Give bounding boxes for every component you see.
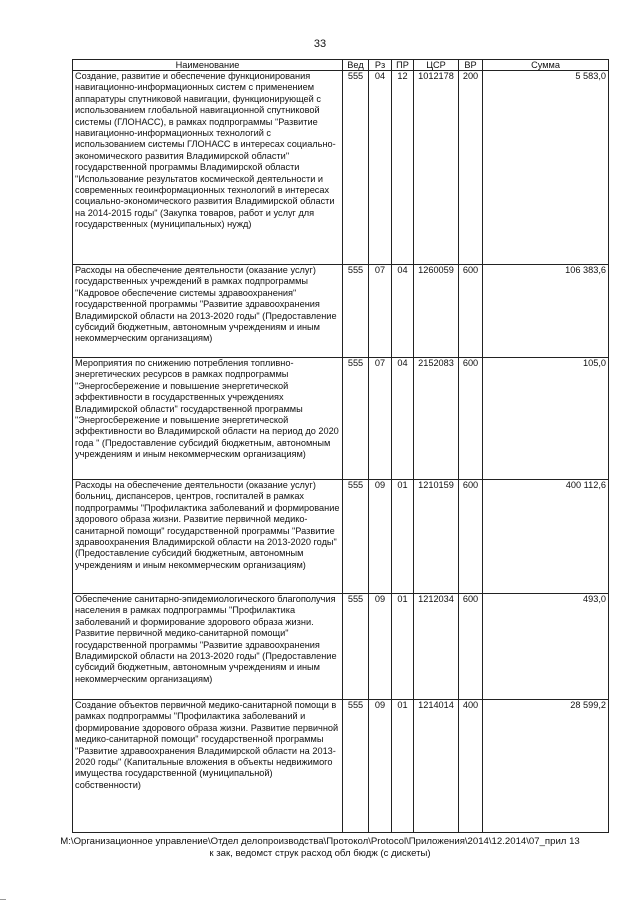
row-csr: 1260059 xyxy=(414,265,459,358)
table-row xyxy=(73,594,609,700)
row-pr: 04 xyxy=(392,265,414,358)
row-rz: 09 xyxy=(369,480,392,594)
row-name: Создание, развитие и обеспечение функционирования навигационно-информационных систем с применением аппаратуры спутниковой навигации, функционирующей с использованием глобальной навигационной спутниковой системы (ГЛОНАСС), в рамках подпрограммы "Развитие навигационно-информационных технологий с использованием системы ГЛОНАСС в интересах социально-экономического развития Владимирской области" государственной программы Владимирской области "Использование результатов космической деятельности и современных геоинформационных технологий в интересах социально-экономического развития Владимирской области на 2014-2015 годы" (Закупка товаров, работ и услуг для государственных (муниципальных) нужд) xyxy=(73,71,343,265)
row-sum: 400 112,6 xyxy=(483,480,609,594)
row-vr: 600 xyxy=(459,358,483,480)
row-pr: 01 xyxy=(392,480,414,594)
row-pr: 01 xyxy=(392,594,414,700)
row-vr: 400 xyxy=(459,700,483,833)
row-ved: 555 xyxy=(343,358,369,480)
row-pr: 12 xyxy=(392,71,414,265)
header-rz: Рз xyxy=(369,60,392,71)
table-header-row xyxy=(73,60,609,71)
row-rz: 07 xyxy=(369,265,392,358)
header-csr: ЦСР xyxy=(414,60,459,71)
row-rz: 07 xyxy=(369,358,392,480)
header-vr: ВР xyxy=(459,60,483,71)
row-pr: 04 xyxy=(392,358,414,480)
row-ved: 555 xyxy=(343,700,369,833)
table-row xyxy=(73,358,609,480)
row-csr: 1212034 xyxy=(414,594,459,700)
footer-file-path: M:\Организационное управление\Отдел делопроизводства\Протокол\Protocol\Приложения\2014\12.2014\07_прил 13 xyxy=(60,836,580,847)
row-sum: 105,0 xyxy=(483,358,609,480)
row-name: Обеспечение санитарно-эпидемиологического благополучия населения в рамках подпрограммы "Профилактика заболеваний и формирование здорового образа жизни. Развитие первичной медико-санитарной помощи" государственной программы "Развитие здравоохранения Владимирской области на 2013-2020 годы" (Предоставление субсидий бюджетным, автономным учреждениям и иным некоммерческим организациям) xyxy=(73,594,343,700)
row-csr: 2152083 xyxy=(414,358,459,480)
row-ved: 555 xyxy=(343,480,369,594)
table-row xyxy=(73,700,609,833)
row-csr: 1210159 xyxy=(414,480,459,594)
header-sum: Сумма xyxy=(483,60,609,71)
header-pr: ПР xyxy=(392,60,414,71)
scan-artifact xyxy=(0,899,6,900)
row-rz: 09 xyxy=(369,594,392,700)
budget-table xyxy=(72,59,609,833)
row-name: Расходы на обеспечение деятельности (оказание услуг) больниц, диспансеров, центров, госпиталей в рамках подпрограммы "Профилактика заболеваний и формирование здорового образа жизни. Развитие первичной медико-санитарной помощи" государственной программы "Развитие здравоохранения Владимирской области на 2013-2020 годы" (Предоставление субсидий бюджетным, автономным учреждениям и иным некоммерческим организациям) xyxy=(73,480,343,594)
table-row xyxy=(73,480,609,594)
row-ved: 555 xyxy=(343,265,369,358)
row-csr: 1012178 xyxy=(414,71,459,265)
row-csr: 1214014 xyxy=(414,700,459,833)
table-row xyxy=(73,71,609,265)
row-rz: 09 xyxy=(369,700,392,833)
row-ved: 555 xyxy=(343,594,369,700)
row-vr: 600 xyxy=(459,594,483,700)
row-name: Создание объектов первичной медико-санитарной помощи в рамках подпрограммы "Профилактика заболеваний и формирование здорового образа жизни. Развитие первичной медико-санитарной помощи" государственной программы "Развитие здравоохранения Владимирской области на 2013-2020 годы" (Капитальные вложения в объекты недвижимого имущества государственной (муниципальной) собственности) xyxy=(73,700,343,833)
row-name: Расходы на обеспечение деятельности (оказание услуг) государственных учреждений в рамках подпрограммы "Кадровое обеспечение системы здравоохранения" государственной программы "Развитие здравоохранения Владимирской области на 2013-2020 годы" (Предоставление субсидий бюджетным, автономным учреждениям и иным некоммерческим организациям) xyxy=(73,265,343,358)
row-pr: 01 xyxy=(392,700,414,833)
header-ved: Вед xyxy=(343,60,369,71)
header-name: Наименование xyxy=(73,60,343,71)
footer-file-description: к зак, ведомст струк расход обл бюдж (с дискеты) xyxy=(209,848,431,859)
table-row xyxy=(73,265,609,358)
footer xyxy=(0,836,640,860)
row-name: Мероприятия по снижению потребления топливно-энергетических ресурсов в рамках подпрограммы "Энергосбережение и повышение энергетической эффективности в государственных учреждениях Владимирской области" государственной программы "Энергосбережение и повышение энергетической эффективности во Владимирской области на период до 2020 года " (Предоставление субсидий бюджетным, автономным учреждениям и иным некоммерческим организациям) xyxy=(73,358,343,480)
row-vr: 200 xyxy=(459,71,483,265)
row-vr: 600 xyxy=(459,265,483,358)
row-sum: 106 383,6 xyxy=(483,265,609,358)
row-sum: 493,0 xyxy=(483,594,609,700)
row-sum: 28 599,2 xyxy=(483,700,609,833)
row-vr: 600 xyxy=(459,480,483,594)
row-rz: 04 xyxy=(369,71,392,265)
row-ved: 555 xyxy=(343,71,369,265)
row-sum: 5 583,0 xyxy=(483,71,609,265)
page-number: 33 xyxy=(313,38,327,50)
